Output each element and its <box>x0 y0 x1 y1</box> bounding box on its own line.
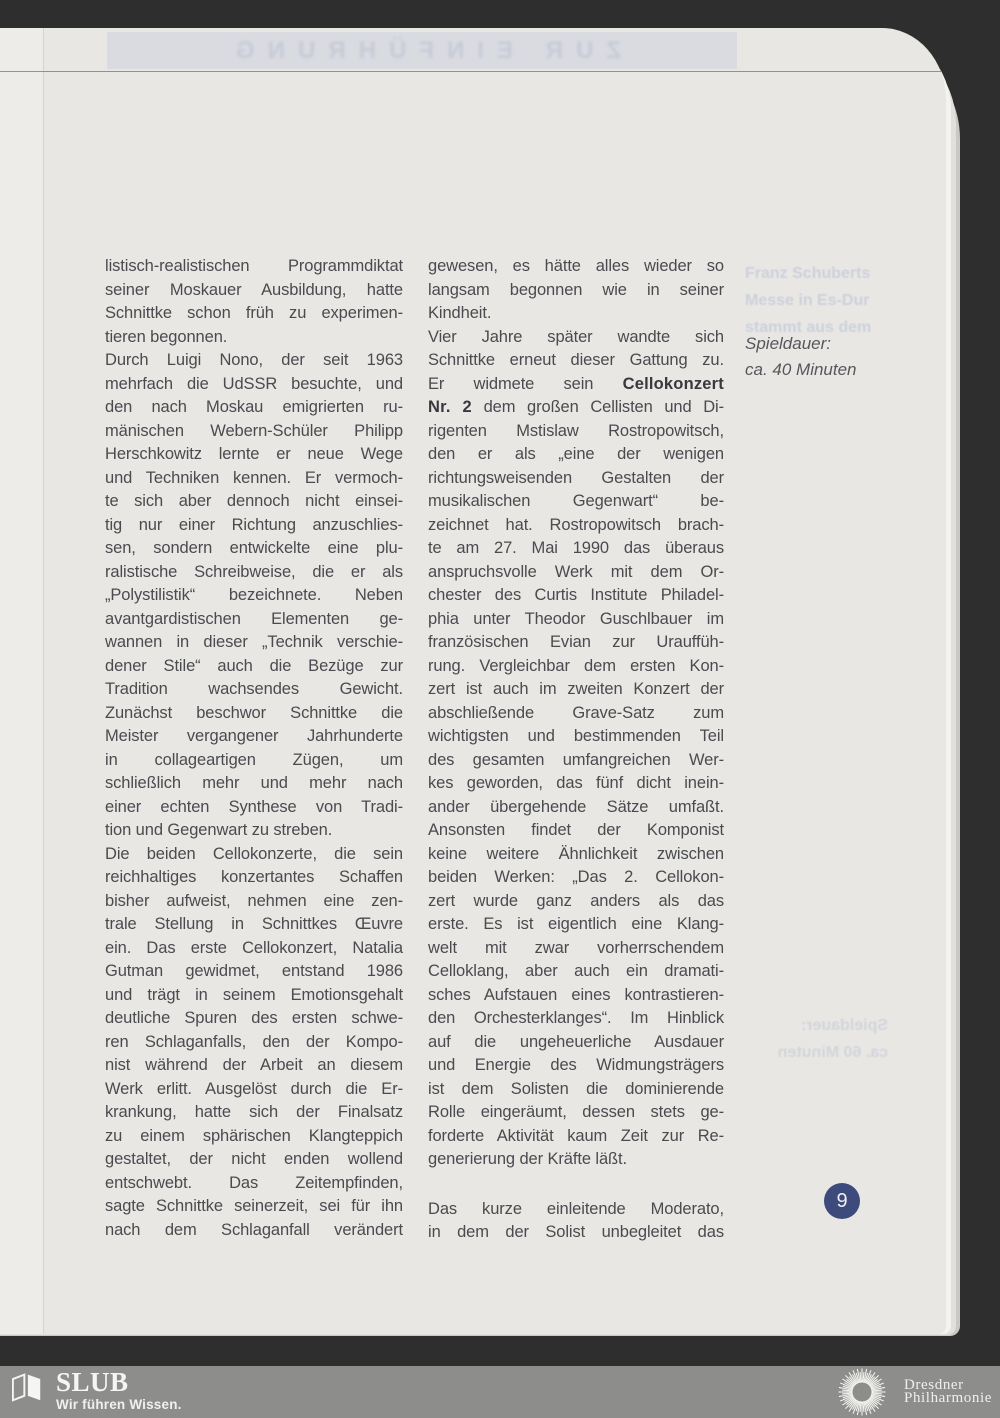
plain-text: tig nur einer Richtung anzuschlies- <box>105 515 403 534</box>
text-line <box>105 1031 403 1055</box>
text-line <box>428 725 724 749</box>
plain-text: einer echten Synthese von Tradi- <box>105 797 403 816</box>
margin-ghost-note-mid <box>738 1012 888 1066</box>
text-line <box>428 866 724 890</box>
note-line: Messe in Es-Dur <box>745 292 870 309</box>
plain-text: Das kurze einleitende Moderato, <box>428 1199 724 1218</box>
plain-text: Meister vergangener Jahrhunderte <box>105 727 403 745</box>
text-line <box>105 655 403 679</box>
page-top-rule <box>0 71 942 72</box>
text-line <box>105 725 403 749</box>
plain-text: ist dem Solisten die dominierende <box>428 1079 724 1098</box>
plain-text: nist während der Arbeit an diesem <box>105 1056 403 1074</box>
plain-text: den nach Moskau emigrierten ru- <box>105 398 403 416</box>
text-line <box>428 561 724 585</box>
plain-text: und Energie des Widmungsträgers <box>428 1056 724 1074</box>
plain-text: mehrfach die UdSSR besuchte, und <box>105 374 403 393</box>
text-line <box>428 1125 724 1149</box>
text-line <box>105 1195 403 1219</box>
text-line <box>428 937 724 961</box>
text-line <box>105 302 403 326</box>
paragraph <box>428 255 724 326</box>
note-line: stammt aus dem <box>745 319 872 336</box>
slub-wordmark: SLUB <box>56 1367 129 1397</box>
slub-logo <box>12 1368 182 1412</box>
text-line <box>105 1219 403 1243</box>
plain-text: Zunächst beschwor Schnittke die <box>105 703 403 722</box>
plain-text: wichtigsten und bestimmenden Teil <box>428 727 724 745</box>
plain-text: „Polystilistik“ bezeichnete. Neben <box>105 586 403 604</box>
plain-text: Ansonsten findet der Komponist <box>428 821 724 839</box>
header-ghost-band <box>107 32 737 69</box>
plain-text: Schnittke erneut dieser Gattung zu. <box>428 351 724 369</box>
text-line <box>105 1148 403 1172</box>
text-line <box>105 913 403 937</box>
text-line <box>428 960 724 984</box>
plain-text: forderte Aktivität kaum Zeit zur Re- <box>428 1126 724 1145</box>
text-line <box>428 1101 724 1125</box>
plain-text: sen, sondern entwickelte eine plu- <box>105 539 403 557</box>
paragraph <box>428 1198 724 1245</box>
text-line <box>428 1031 724 1055</box>
text-line <box>105 937 403 961</box>
plain-text: und trägt in seinem Emotionsgehalt <box>105 985 403 1004</box>
text-line <box>105 514 403 538</box>
text-line <box>428 396 724 420</box>
header-ghost-text: ZUR EINFÜHRUNG <box>223 36 621 64</box>
footer-bar <box>0 1366 1000 1418</box>
text-line <box>428 1007 724 1031</box>
philharmonie-starburst-icon <box>836 1366 888 1418</box>
left-text-column <box>105 255 403 1242</box>
plain-text: mänischen Webern-Schüler Philipp <box>105 421 403 440</box>
plain-text: Werk erlitt. Ausgelöst durch die Er- <box>105 1079 403 1098</box>
plain-text: ander übergehende Sätze umfaßt. <box>428 797 724 816</box>
plain-text: gestaltet, der nicht enden wollend <box>105 1150 403 1168</box>
text-line <box>105 349 403 373</box>
plain-text: keine weitere Ähnlichkeit zwischen <box>428 844 724 863</box>
plain-text: ralistische Schreibweise, die er als <box>105 562 403 581</box>
text-line <box>105 443 403 467</box>
text-line <box>105 396 403 420</box>
page-number: 9 <box>836 1189 848 1212</box>
text-line <box>428 819 724 843</box>
paragraph <box>428 326 724 1172</box>
text-line <box>428 584 724 608</box>
page-number-badge <box>824 1183 860 1219</box>
text-line <box>105 960 403 984</box>
plain-text: tion und Gegenwart zu streben. <box>105 821 333 839</box>
text-line <box>428 255 724 279</box>
text-line <box>105 678 403 702</box>
bold-text: Nr. 2 <box>428 398 472 416</box>
text-line <box>105 1101 403 1125</box>
text-line <box>428 514 724 538</box>
plain-text: nach dem Schlaganfall verändert <box>105 1220 403 1239</box>
text-line <box>428 443 724 467</box>
plain-text: zeichnet hat. Rostropowitsch brach- <box>428 515 724 534</box>
plain-text: Rolle eingeräumt, dessen stets ge- <box>428 1103 724 1121</box>
plain-text: den Orchesterklanges“. Im Hinblick <box>428 1009 724 1027</box>
plain-text: kes geworden, das fünf dicht inein- <box>428 774 724 792</box>
plain-text: beiden Werken: „Das 2. Cellokon- <box>428 868 724 886</box>
text-line <box>105 702 403 726</box>
note-line: Dresdner <box>904 1376 964 1393</box>
text-line <box>105 326 403 350</box>
text-line <box>428 913 724 937</box>
paragraph <box>105 349 403 843</box>
note-line: Spieldauer: <box>800 1017 888 1034</box>
text-line <box>105 631 403 655</box>
text-line <box>428 749 724 773</box>
plain-text: rung. Vergleichbar dem ersten Kon- <box>428 656 724 675</box>
plain-text: chester des Curtis Institute Philadel- <box>428 586 724 604</box>
text-line <box>428 1078 724 1102</box>
note-line: Philharmonie <box>904 1390 993 1406</box>
text-line <box>428 373 724 397</box>
slub-tagline: Wir führen Wissen. <box>56 1397 182 1412</box>
plain-text: anspruchsvolle Werk mit dem Or- <box>428 562 724 581</box>
plain-text: dem großen Cellisten und Di- <box>471 398 724 416</box>
text-line <box>105 467 403 491</box>
text-line <box>428 1054 724 1078</box>
plain-text: reichhaltiges konzertantes Schaffen <box>105 868 403 886</box>
plain-text: Vier Jahre später wandte sich <box>428 327 724 346</box>
plain-text: seiner Moskauer Ausbildung, hatte <box>105 280 403 299</box>
text-line <box>105 373 403 397</box>
plain-text: sches Aufstauen eines kontrastieren- <box>428 985 724 1004</box>
plain-text: rigenten Mstislaw Rostropowitsch, <box>428 421 724 440</box>
text-line <box>105 890 403 914</box>
text-line <box>428 279 724 303</box>
text-line <box>428 537 724 561</box>
plain-text: Kindheit. <box>428 304 492 322</box>
plain-text: entschwebt. Das Zeitempfinden, <box>105 1173 403 1192</box>
text-line <box>428 655 724 679</box>
text-line <box>428 1221 724 1245</box>
note-line: ca. 40 Minuten <box>745 360 857 379</box>
text-line <box>105 866 403 890</box>
text-line <box>105 279 403 303</box>
paragraph <box>105 843 403 1243</box>
plain-text: listisch-realistischen Programmdiktat <box>105 257 403 275</box>
plain-text: te sich aber dennoch nicht einsei- <box>105 492 403 510</box>
text-line <box>105 1172 403 1196</box>
margin-note-spieldauer <box>745 331 857 383</box>
plain-text: gewesen, es hätte alles wieder so <box>428 257 724 275</box>
plain-text: Die beiden Cellokonzerte, die sein <box>105 844 403 863</box>
plain-text: Celloklang, aber auch ein dramati- <box>428 962 724 980</box>
slub-book-icon <box>12 1371 42 1403</box>
plain-text: und Techniken kennen. Er vermoch- <box>105 468 403 487</box>
plain-text: Durch Luigi Nono, der seit 1963 <box>105 351 403 369</box>
right-text-column <box>428 255 724 1245</box>
plain-text: des gesamten umfangreichen Wer- <box>428 750 724 769</box>
text-line <box>428 678 724 702</box>
text-line <box>105 772 403 796</box>
text-line <box>428 349 724 373</box>
plain-text: in dem der Solist unbegleitet das <box>428 1223 724 1241</box>
plain-text: tieren begonnen. <box>105 327 228 346</box>
text-line <box>105 1078 403 1102</box>
text-line <box>428 467 724 491</box>
plain-text: zu einem sphärischen Klangteppich <box>105 1126 403 1145</box>
text-line <box>428 702 724 726</box>
plain-text: Tradition wachsendes Gewicht. <box>105 680 403 698</box>
text-line <box>428 302 724 326</box>
paragraph <box>105 255 403 349</box>
text-line <box>105 796 403 820</box>
text-line <box>105 749 403 773</box>
text-line <box>105 819 403 843</box>
text-line <box>428 420 724 444</box>
plain-text: auf die ungeheuerliche Ausdauer <box>428 1032 724 1051</box>
text-line <box>105 1125 403 1149</box>
text-line <box>105 1054 403 1078</box>
text-line <box>428 631 724 655</box>
philharmonie-wordmark <box>904 1376 993 1406</box>
margin-ghost-note-top <box>745 260 871 341</box>
plain-text: trale Stellung in Schnittkes Œuvre <box>105 915 403 933</box>
note-line: Spieldauer: <box>745 334 832 353</box>
text-line <box>428 890 724 914</box>
plain-text: Schnittke schon früh zu experimen- <box>105 304 403 322</box>
plain-text: erste. Es ist eigentlich eine Klang- <box>428 915 724 933</box>
plain-text: schließlich mehr und mehr nach <box>105 774 403 792</box>
text-line <box>105 843 403 867</box>
text-line <box>105 255 403 279</box>
plain-text: dener Stile“ auch die Bezüge zur <box>105 656 403 675</box>
plain-text: welt mit zwar vorherrschendem <box>428 938 724 957</box>
text-line <box>428 608 724 632</box>
text-line <box>428 796 724 820</box>
plain-text: in collageartigen Zügen, um <box>105 750 403 769</box>
bold-text: Cellokonzert <box>622 374 724 393</box>
plain-text: deutliche Spuren des ersten schwe- <box>105 1009 403 1027</box>
text-line <box>428 490 724 514</box>
text-line <box>105 561 403 585</box>
plain-text: musikalischen Gegenwart“ be- <box>428 492 724 510</box>
plain-text: phia unter Theodor Guschlbauer im <box>428 609 724 628</box>
plain-text: bisher aufweist, nehmen eine zen- <box>105 891 403 910</box>
text-line <box>428 326 724 350</box>
text-line <box>428 1198 724 1222</box>
plain-text: te am 27. Mai 1990 das überaus <box>428 539 724 557</box>
plain-text: Herschkowitz lernte er neue Wege <box>105 445 403 463</box>
plain-text: richtungsweisenden Gestalten der <box>428 468 724 487</box>
text-line <box>105 420 403 444</box>
plain-text: langsam begonnen wie in seiner <box>428 280 724 299</box>
plain-text: wannen in dieser „Technik verschie- <box>105 633 403 651</box>
text-line <box>428 984 724 1008</box>
plain-text: zert wurde ganz anders als das <box>428 891 724 910</box>
text-line <box>428 772 724 796</box>
plain-text: generierung der Kräfte läßt. <box>428 1150 627 1168</box>
philharmonie-logo <box>836 1366 992 1418</box>
text-line <box>105 490 403 514</box>
plain-text: avantgardistischen Elementen ge- <box>105 609 403 628</box>
note-line: ca. 60 Minuten <box>777 1044 888 1061</box>
plain-text: ren Schlaganfalls, den der Kompo- <box>105 1032 403 1051</box>
plain-text: abschließende Grave-Satz zum <box>428 703 724 722</box>
text-line <box>105 537 403 561</box>
plain-text: den er als „eine der wenigen <box>428 445 724 463</box>
text-line <box>105 608 403 632</box>
note-line: Franz Schuberts <box>745 265 871 282</box>
plain-text: französischen Evian zur Urauffüh- <box>428 633 724 651</box>
plain-text: zert ist auch im zweiten Konzert der <box>428 680 724 698</box>
plain-text: Gutman gewidmet, entstand 1986 <box>105 962 403 980</box>
plain-text: Er widmete sein <box>428 374 623 393</box>
plain-text: sagte Schnittke seinerzeit, sei für ihn <box>105 1197 403 1215</box>
slub-text-block <box>56 1368 182 1412</box>
plain-text: krankung, hatte sich der Finalsatz <box>105 1103 403 1121</box>
text-line <box>428 843 724 867</box>
scanned-page <box>0 28 946 1334</box>
text-line <box>105 584 403 608</box>
text-line <box>428 1148 724 1172</box>
text-line <box>105 984 403 1008</box>
text-line <box>105 1007 403 1031</box>
facing-page-sliver <box>0 28 44 1334</box>
plain-text: ein. Das erste Cellokonzert, Natalia <box>105 938 403 957</box>
